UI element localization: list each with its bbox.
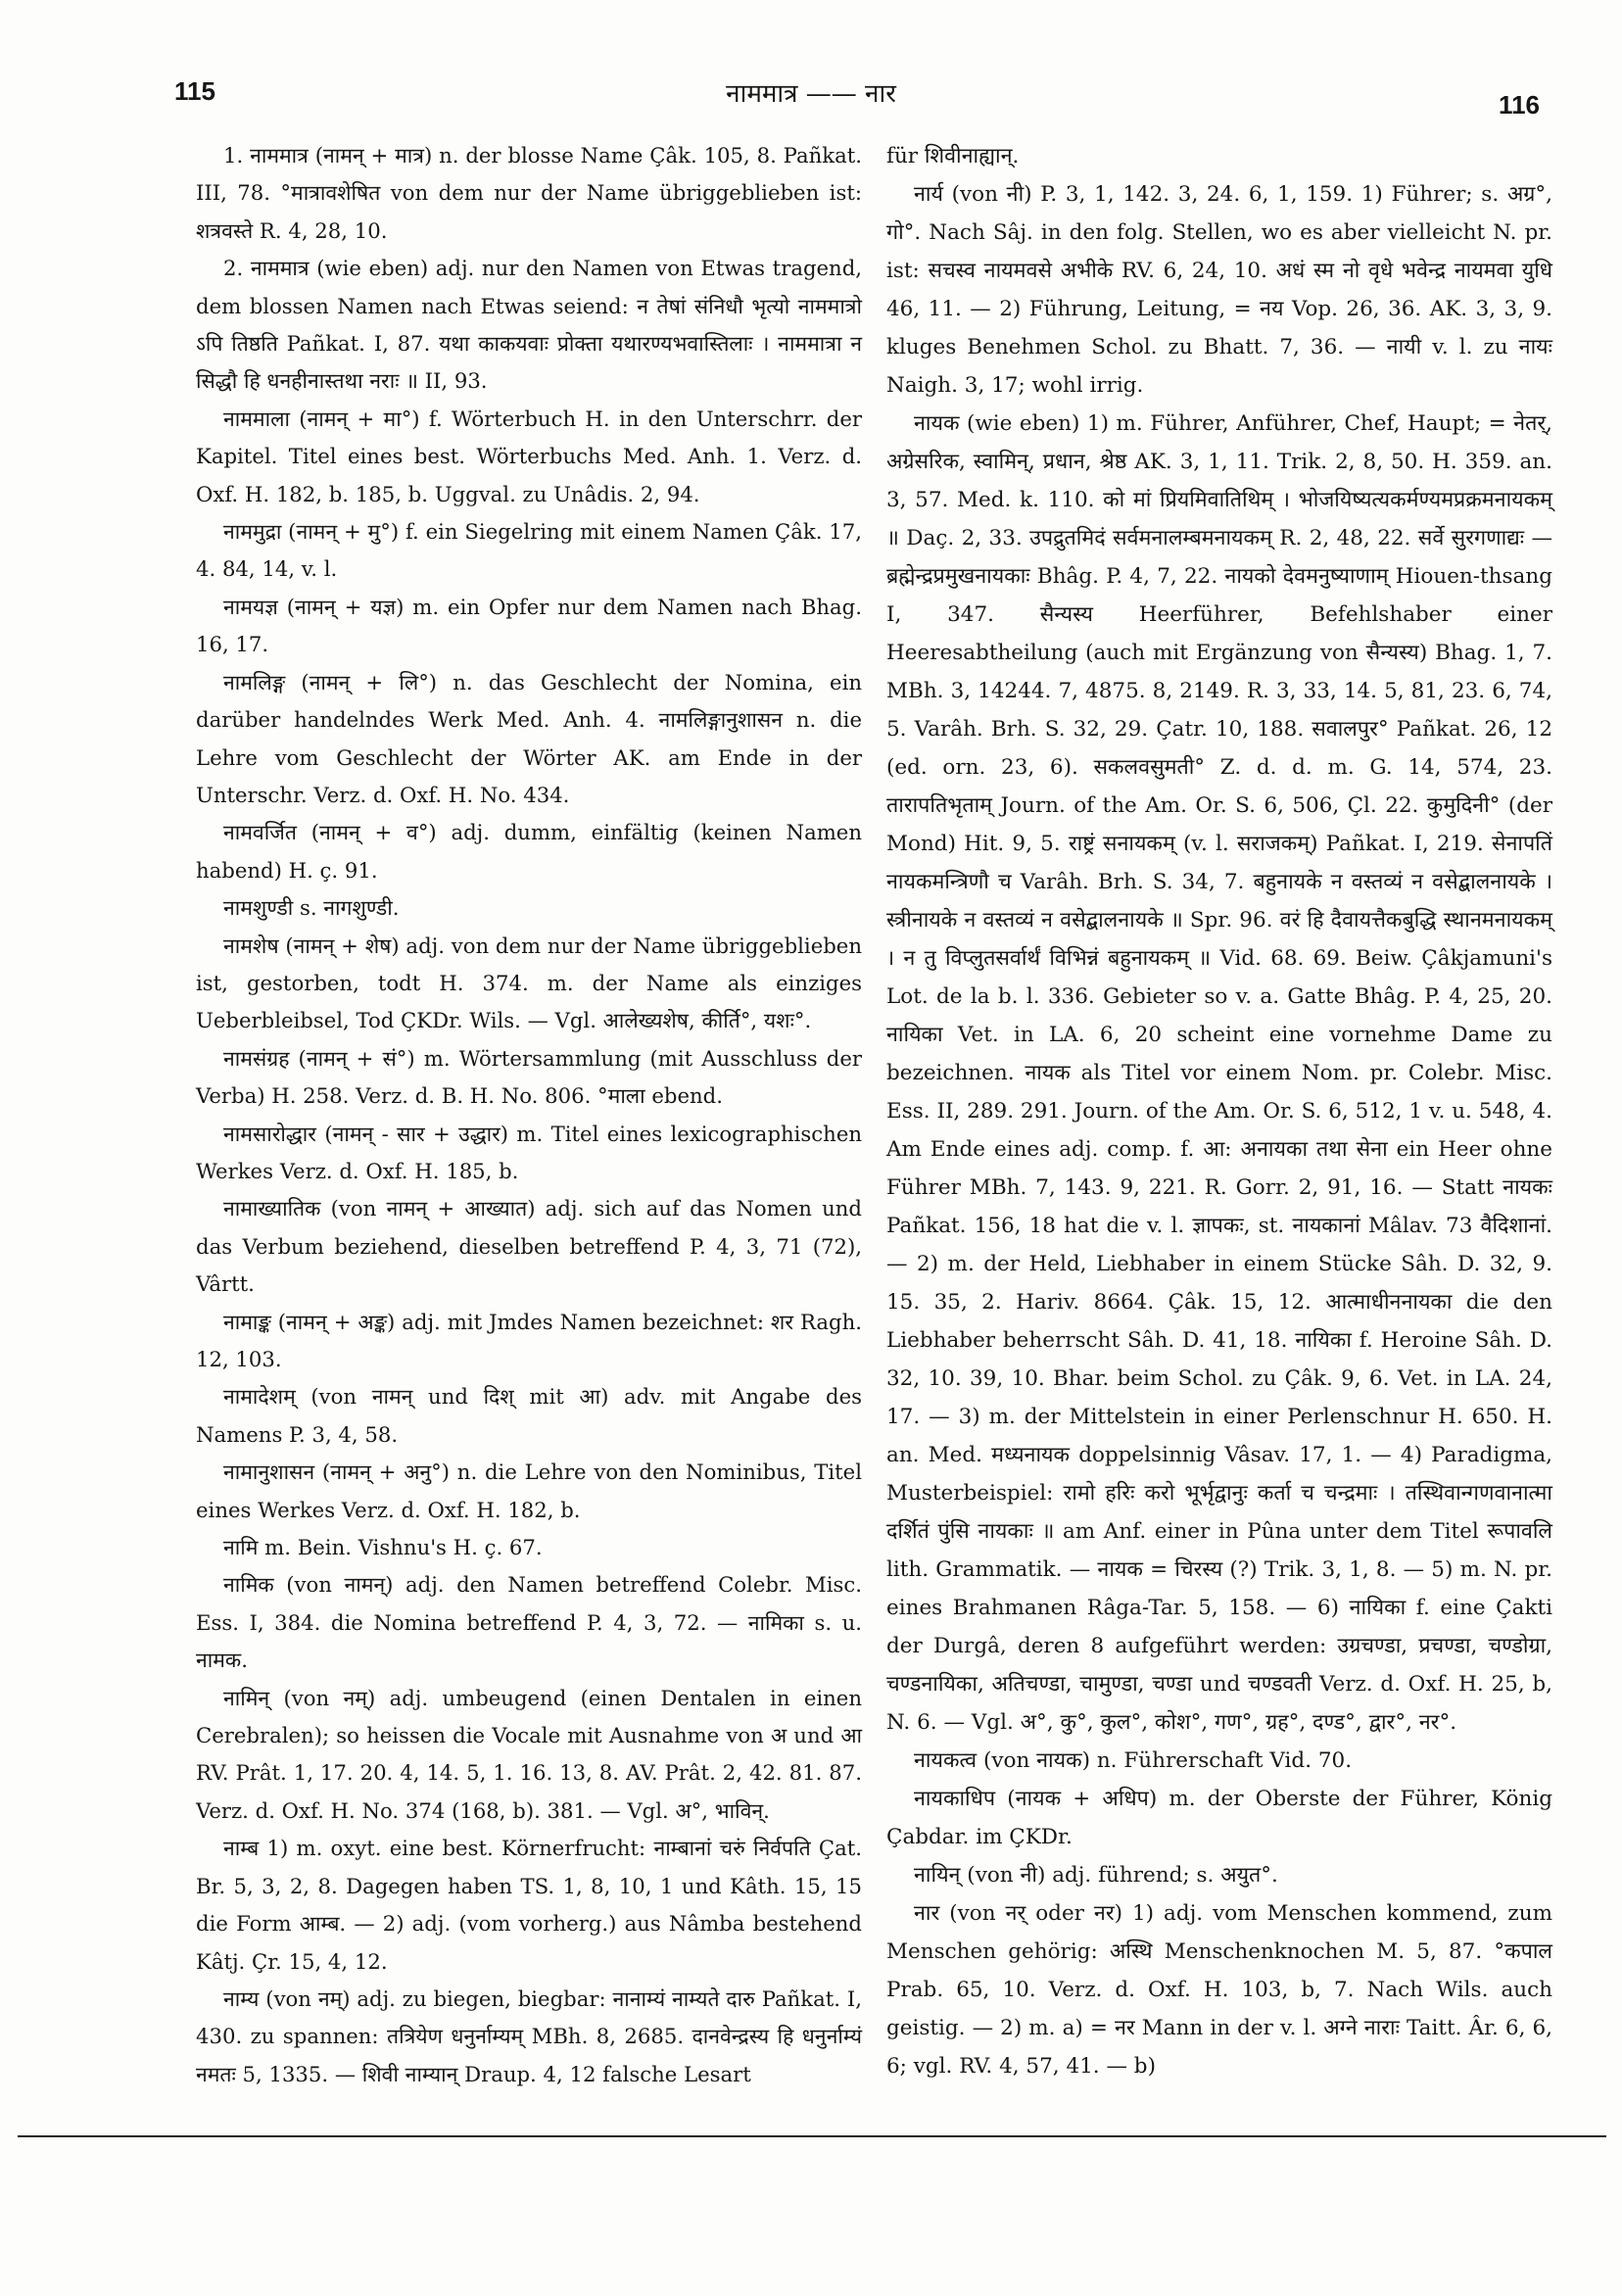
entry: नामाङ्क (नामन् + अङ्क) adj. mit Jmdes Namen bezeichnet: शर Ragh. 12, 103. (196, 1309, 862, 1371)
entry: नाममुद्रा (नामन् + मु°) f. ein Siegelring mit einem Namen Çâk. 17, 4. 84, 14, v. l. (196, 519, 862, 582)
entry: नामशेष (नामन् + शेष) adj. von dem nur der Name übriggeblieben ist, gestorben, todt H. 374. m. der Name als einziges Ueberbleibsel, Tod ÇKDr. Wils. — Vgl. आलेख्यशेष, कीर्ति°, यशः°. (196, 933, 862, 1033)
entry-continuation: für शिवीनाह्यान्. (886, 144, 1020, 168)
entry: 1. नाममात्र (नामन् + मात्र) n. der blosse Name Çâk. 105, 8. Pañkat. III, 78. °मात्रावशेषित von dem nur der Name übriggeblieben ist: शत्रवस्ते R. 4, 28, 10. (196, 143, 862, 243)
entry: नाममाला (नामन् + मा°) f. Wörterbuch H. in den Unterschrr. der Kapitel. Titel eines best. Wörterbuchs Med. Anh. 1. Verz. d. Oxf. H. 182, b. 185, b. Uggval. zu Unâdis. 2, 94. (196, 406, 862, 506)
entry: नामाख्यातिक (von नामन् + आख्यात) adj. sich auf das Nomen und das Verbum beziehend, dieselben betreffend P. 4, 3, 71 (72), Vârtt. (196, 1196, 862, 1297)
running-head: नाममात्र —— नार (726, 79, 896, 109)
entry: नामिन् (von नम्) adj. umbeugend (einen Dentalen in einen Cerebralen); so heissen die Vocale mit Ausnahme von अ und आ RV. Prât. 1, 17. 20. 4, 14. 5, 1. 16. 13, 8. AV. Prât. 2, 42. 81. 87. Verz. d. Oxf. H. No. 374 (168, b). 381. — Vgl. अ°, भाविन्. (196, 1685, 862, 1823)
page-number-left: 115 (174, 76, 215, 106)
entry: नामशुण्डी s. नागशुण्डी. (223, 895, 400, 921)
entry: नायिन् (von नी) adj. führend; s. अयुत°. (914, 1863, 1278, 1888)
entry: नामानुशासन (नामन् + अनु°) n. die Lehre von den Nominibus, Titel eines Werkes Verz. d. Oxf. H. 182, b. (196, 1459, 862, 1522)
entry: नामयज्ञ (नामन् + यज्ञ) m. ein Opfer nur dem Namen nach Bhag. 16, 17. (196, 594, 862, 657)
entry: नामलिङ्ग (नामन् + लि°) n. das Geschlecht der Nomina, ein darüber handelndes Werk Med. Anh. 4. नामलिङ्गानुशासन n. die Lehre vom Geschlecht der Wörter AK. am Ende in der Unterschr. Verz. d. Oxf. H. No. 434. (196, 669, 862, 807)
entry: नामिक (von नामन्) adj. den Namen betreffend Colebr. Misc. Ess. I, 384. die Nomina betreffend P. 4, 3, 72. — नामिका s. u. नामक. (196, 1572, 862, 1673)
entry: नामसारोद्धार (नामन् - सार + उद्धार) m. Titel eines lexicographischen Werkes Verz. d. Oxf. H. 185, b. (196, 1121, 862, 1183)
bottom-rule (18, 2135, 1606, 2137)
entry: नायकत्व (von नायक) n. Führerschaft Vid. 70. (914, 1748, 1353, 1773)
entry: नाम्य (von नम्) adj. zu biegen, biegbar: नानाम्यं नाम्यते दारु Pañkat. I, 430. zu spannen: तत्रियेण धनुर्नाम्यम् MBh. 8, 2685. दानवेन्द्रस्य हि धनुर्नाम्यं नमतः 5, 1335. — शिवी नाम्यान् Draup. 4, 12 falsche Lesart (196, 1985, 862, 2086)
entry: नायकाधिप (नायक + अधिप) m. der Oberste der Führer, König Çabdar. im ÇKDr. (886, 1787, 1552, 1849)
entry: नाम्ब 1) m. oxyt. eine best. Körnerfrucht: नाम्बानां चरुं निर्वपति Çat. Br. 5, 3, 2, 8. Dagegen haben TS. 1, 8, 10, 1 und Kâth. 15, 15 die Form आम्ब. — 2) adj. (vom vorherg.) aus Nâmba bestehend Kâtj. Çr. 15, 4, 12. (196, 1836, 862, 1974)
entry: नामवर्जित (नामन् + व°) adj. dumm, einfältig (keinen Namen habend) H. ç. 91. (196, 820, 862, 883)
entry: 2. नाममात्र (wie eben) adj. nur den Namen von Etwas tragend, dem blossen Namen nach Etwas seiend: न तेषां संनिधौ भृत्यो नाममात्रो ऽपि तिष्ठति Pañkat. I, 87. यथा काकयवाः प्रोक्ता यथारण्यभवास्तिलाः । नाममात्रा न सिद्धौ हि धनहीनास्तथा नराः ॥ II, 93. (196, 256, 862, 394)
entry: नामसंग्रह (नामन् + सं°) m. Wörtersammlung (mit Ausschluss der Verba) H. 258. Verz. d. B. H. No. 806. °माला ebend. (196, 1045, 862, 1109)
entry: नार (von नर् oder नर) 1) adj. vom Menschen kommend, zum Menschen gehörig: अस्थि Menschenknochen M. 5, 87. °कपाल Prab. 65, 10. Verz. d. Oxf. H. 103, b, 7. Nach Wils. auch geistig. — 2) m. a) = नर Mann in der v. l. अग्ने नाराः Taitt. Âr. 6, 6, 6; vgl. RV. 4, 57, 41. — b) (886, 1901, 1552, 2079)
entry: नामि m. Bein. Vishnu's H. ç. 67. (223, 1535, 543, 1560)
page-number-right: 116 (1499, 90, 1540, 120)
entry: नायक (wie eben) 1) m. Führer, Anführer, Chef, Haupt; = नेतर्, अग्रेसरिक, स्वामिन्, प्रधान, श्रेष्ठ AK. 3, 1, 11. Trik. 2, 8, 50. H. 359. an. 3, 57. Med. k. 110. को मां प्रियमिवातिथिम् । भोजयिष्यत्यकर्मण्यमप्रक्रमनायकम् ॥ Daç. 2, 33. उपद्रुतमिदं सर्वमनालम्बमनायकम् R. 2, 48, 22. सर्वे सुरगणाद्यः — ब्रह्मेन्द्रप्रमुखनायकाः Bhâg. P. 4, 7, 22. नायको देवमनुष्याणाम् Hiouen-thsang I, 347. सैन्यस्य Heerführer, Befehlshaber einer Heeresabtheilung (auch mit Ergänzung von सैन्यस्य) Bhag. 1, 7. MBh. 3, 14244. 7, 4875. 8, 2149. R. 3, 33, 14. 5, 81, 23. 6, 74, 5. Varâh. Brh. S. 32, 29. Çatr. 10, 188. सवालपुर° Pañkat. 26, 12 (ed. orn. 23, 6). सकलवसुमती° Z. d. d. m. G. 14, 574, 23. तारापतिभृताम् Journ. of the Am. Or. S. 6, 506, Çl. 22. कुमुदिनी° (der Mond) Hit. 9, 5. राष्ट्रं सनायकम् (v. l. सराजकम्) Pañkat. I, 219. सेनापतिं नायकमन्त्रिणौ च Varâh. Brh. S. 34, 7. बहुनायके न वस्तव्यं न वसेद्बालनायके । स्त्रीनायके न वस्तव्यं न वसेद्बालनायके ॥ Spr. 96. वरं हि दैवायत्तैकबुद्धि स्थानमनायकम् । न तु विप्लुतसर्वार्थं विभिन्नं बहुनायकम् ॥ Vid. 68. 69. Beiw. Çâkjamuni's Lot. de la b. l. 336. Gebieter so v. a. Gatte Bhâg. P. 4, 25, 20. नायिका Vet. in LA. 6, 20 scheint eine vornehme Dame zu bezeichnen. नायक als Titel vor einem Nom. pr. Colebr. Misc. Ess. II, 289. 291. Journ. of the Am. Or. S. 6, 512, 1 v. u. 548, 4. Am Ende eines adj. comp. f. आ: अनायका तथा सेना ein Heer ohne Führer MBh. 7, 143. 9, 221. R. Gorr. 2, 91, 16. — Statt नायकः Pañkat. 156, 18 hat die v. l. ज्ञापकः, st. नायकानां Mâlav. 73 वैदिशानां. — 2) m. der Held, Liebhaber in einem Stücke Sâh. D. 32, 9. 15. 35, 2. Hariv. 8664. Çâk. 15, 12. आत्माधीननायका die den Liebhaber beherrscht Sâh. D. 41, 18. नायिका f. Heroine Sâh. D. 32, 10. 39, 10. Bhar. beim Schol. zu Çâk. 9, 6. Vet. in LA. 24, 17. — 3) m. der Mittelstein in einer Perlenschnur H. 650. H. an. Med. मध्यनायक doppelsinnig Vâsav. 17, 1. — 4) Paradigma, Musterbeispiel: रामो हरिः करो भूर्भृद्वानुः कर्ता च चन्द्रमाः । तस्थिवान्गणवानात्मा दर्शितं पुंसि नायकाः ॥ am Anf. einer in Pûna unter dem Titel रूपावलि lith. Grammatik. — नायक = चिरस्य (?) Trik. 3, 1, 8. — 5) m. N. pr. eines Brahmanen Râga-Tar. 5, 158. — 6) नायिका f. eine Çakti der Durgâ, deren 8 aufgeführt werden: उग्रचण्डा, प्रचण्डा, चण्डोग्रा, चण्डनायिका, अतिचण्डा, चामुण्डा, चण्डा und चण्डवती Verz. d. Oxf. H. 25, b, N. 6. — Vgl. अ°, कु°, कुल°, कोश°, गण°, ग्रह°, दण्ड°, द्वार°, नर°. (886, 411, 1552, 1735)
right-column (886, 137, 1552, 2085)
entry: नामादेशम् (von नामन् und दिश् mit आ) adv. mit Angabe des Namens P. 3, 4, 58. (196, 1384, 862, 1447)
left-column (196, 137, 862, 2093)
entry: नार्य (von नी) P. 3, 1, 142. 3, 24. 6, 1, 159. 1) Führer; s. अग्र°, गो°. Nach Sâj. in den folg. Stellen, wo es aber vielleicht N. pr. ist: सचस्व नायमवसे अभीके RV. 6, 24, 10. अधं स्म नो वृधे भवेन्द्र नायमवा युधि 46, 11. — 2) Führung, Leitung, = नय Vop. 26, 36. AK. 3, 3, 9. kluges Benehmen Schol. zu Bhatt. 7, 36. — नायी v. l. zu नायः Naigh. 3, 17; wohl irrig. (886, 182, 1552, 398)
